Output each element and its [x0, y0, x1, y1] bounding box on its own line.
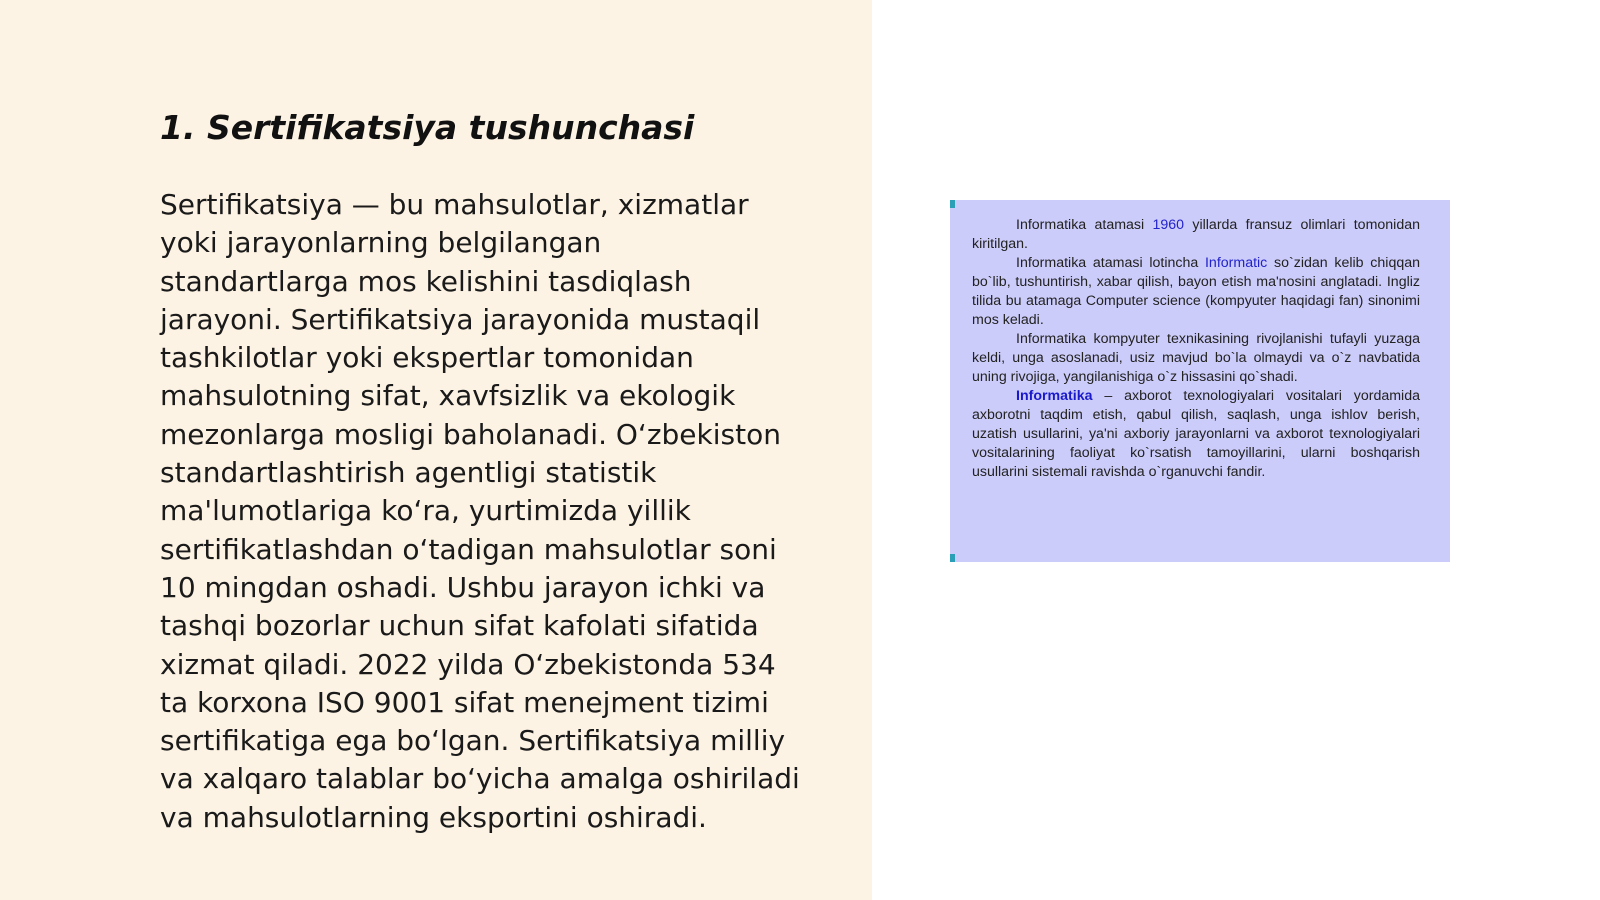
slide-body — [160, 186, 840, 837]
info-paragraph: Informatika kompyuter texnikasining rivojlanishi tufayli yuzaga keldi, unga asoslanadi, usiz mavjud bo`la olmaydi va o`z navbatida uning rivojiga, yangilanishiga o`z hissasini qo`shadi. — [972, 331, 1420, 385]
body-line: standartlarga mos kelishini tasdiqlash — [160, 264, 692, 298]
body-line: tashqi bozorlar uchun sifat kafolati sifatida — [160, 609, 759, 643]
body-line: jarayoni. Sertifikatsiya jarayonida mustaqil — [160, 302, 761, 336]
body-line: ma'lumotlariga ko‘ra, yurtimizda yillik — [160, 494, 691, 528]
body-line: tashkilotlar yoki ekspertlar tomonidan — [160, 341, 694, 375]
body-line: sertifikatlashdan o‘tadigan mahsulotlar soni — [160, 532, 777, 566]
corner-mark — [950, 200, 955, 208]
body-line: standartlashtirish agentligi statistik — [160, 456, 657, 490]
body-line: yoki jarayonlarning belgilangan — [160, 226, 602, 260]
informatika-text-image — [950, 200, 1450, 562]
body-line: Sertifikatsiya — bu mahsulotlar, xizmatlar — [160, 188, 749, 221]
info-term: Informatic — [1204, 255, 1268, 271]
info-paragraph — [972, 254, 1420, 330]
info-paragraph — [972, 387, 1420, 482]
body-line: va xalqaro talablar bo‘yicha amalga oshiriladi — [160, 762, 800, 796]
slide-title: 1. Sertifikatsiya tushunchasi — [160, 108, 695, 147]
info-year: 1960 — [1152, 217, 1185, 233]
corner-mark — [950, 554, 955, 562]
body-line: mezonlarga mosligi baholanadi. O‘zbekiston — [160, 417, 781, 451]
info-text: yillarda fransuz olimlari tomonidan kiritilgan. — [972, 217, 1420, 252]
body-line: mahsulotning sifat, xavfsizlik va ekologik — [160, 379, 736, 413]
info-text: Informatika atamasi lotincha — [1016, 255, 1205, 271]
info-text: – axborot texnologiyalari vositalari yordamida axborotni taqdim etish, qabul qilish, saqlash, unga ishlov berish, uzatish usullarini, ya'ni axboriy jarayonlarni va axborot texnologiyalari vositalarining faoliyat ko`rsatish tamoyillarini, ularni boshqarish usullarini sistemali ravishda o`rganuvchi fandir. — [972, 388, 1420, 480]
body-line: 10 mingdan oshadi. Ushbu jarayon ichki va — [160, 570, 766, 604]
info-text: Informatika atamasi — [1016, 217, 1153, 233]
body-line: va mahsulotlarning eksportini oshiradi. — [160, 800, 707, 834]
info-text: so`zidan kelib chiqqan bo`lib, tushuntirish, xabar qilish, bayon etish ma'nosini anglatadi. Ingliz tilida bu atamaga Computer science (kompyuter haqidagi fan) sinonimi mos keladi. — [972, 255, 1420, 328]
body-line: ta korxona ISO 9001 sifat menejment tizimi — [160, 685, 769, 719]
body-line: sertifikatiga ega bo‘lgan. Sertifikatsiya milliy — [160, 724, 786, 758]
info-term-bold: Informatika — [1016, 388, 1093, 404]
body-line: xizmat qiladi. 2022 yilda O‘zbekistonda 534 — [160, 647, 776, 681]
info-paragraph — [972, 216, 1420, 254]
